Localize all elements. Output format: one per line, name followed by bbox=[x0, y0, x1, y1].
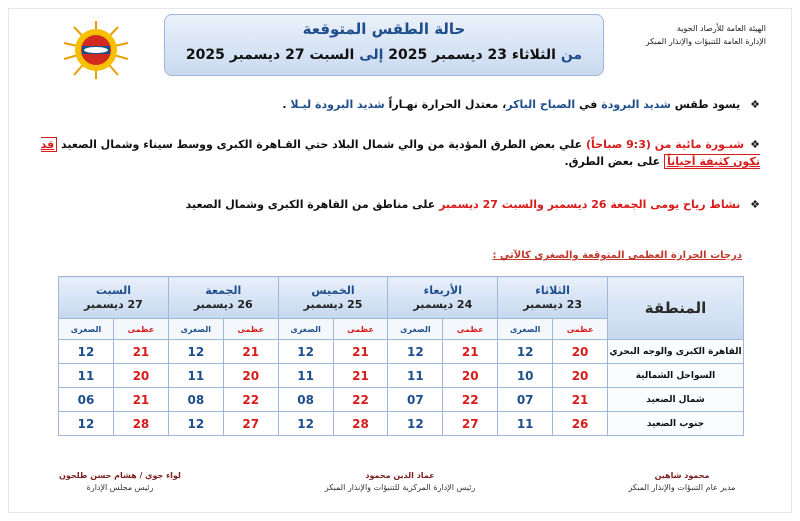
min-temp: 12 bbox=[59, 340, 114, 364]
org-name: الهيئة العامة للأرصاد الجوية bbox=[677, 24, 766, 33]
meteorology-logo-icon bbox=[60, 19, 132, 81]
day-header-1 bbox=[388, 277, 498, 319]
day-header-4 bbox=[59, 277, 169, 319]
max-temp: 21 bbox=[113, 340, 168, 364]
max-temp: 20 bbox=[443, 364, 498, 388]
table-title: درجات الحرارة العظمى المتوقعة والصغرى كالآتي : bbox=[492, 250, 742, 261]
period-to-word: إلى bbox=[359, 47, 384, 63]
signature-2 bbox=[290, 470, 510, 494]
bullet-highlight: شديد البرودة bbox=[315, 98, 385, 111]
max-label: عظمى bbox=[553, 319, 608, 340]
min-temp: 12 bbox=[278, 340, 333, 364]
max-temp: 21 bbox=[333, 340, 388, 364]
table-header-row bbox=[59, 277, 744, 319]
org-department: الإدارة العامة للتنبؤات والإنذار المبكر bbox=[645, 37, 766, 46]
region-name: القاهرة الكبرى والوجه البحري bbox=[608, 340, 744, 364]
signature-title: مدير عام التنبؤات والإنذار المبكر bbox=[628, 483, 736, 492]
day-name: الثلاثاء bbox=[535, 283, 570, 297]
signature-name: عماد الدين محمود bbox=[365, 471, 435, 480]
period-from: الثلاثاء 23 ديسمبر 2025 bbox=[388, 47, 556, 63]
page-title: حالة الطقس المتوقعة bbox=[302, 20, 466, 38]
min-temp: 08 bbox=[278, 388, 333, 412]
signature-name: محمود شاهين bbox=[654, 471, 710, 480]
min-temp: 11 bbox=[498, 412, 553, 436]
bullet-text: علي بعض الطرق المؤدية من والي شمال البلاد حتي القـاهرة الكبرى ووسط سيناء وشمال الصعيد bbox=[61, 138, 583, 151]
min-label: الصغرى bbox=[168, 319, 223, 340]
day-date: 25 ديسمبر bbox=[303, 297, 363, 311]
signature-title: رئيس مجلس الإدارة bbox=[86, 483, 154, 492]
max-temp: 21 bbox=[333, 364, 388, 388]
min-temp: 12 bbox=[388, 340, 443, 364]
max-temp: 22 bbox=[223, 388, 278, 412]
max-temp: 26 bbox=[553, 412, 608, 436]
period-to: السبت 27 ديسمبر 2025 bbox=[185, 47, 355, 63]
max-label: عظمى bbox=[223, 319, 278, 340]
max-label: عظمى bbox=[443, 319, 498, 340]
min-label: الصغرى bbox=[388, 319, 443, 340]
day-header-3 bbox=[168, 277, 278, 319]
day-date: 26 ديسمبر bbox=[193, 297, 253, 311]
bullet-highlight: ليـلا bbox=[290, 98, 312, 111]
signature-title: رئيس الإدارة المركزية للتنبؤات والإنذار المبكر bbox=[324, 483, 476, 492]
min-temp: 11 bbox=[59, 364, 114, 388]
day-name: السبت bbox=[95, 283, 132, 297]
bullet-text: يسود طقس bbox=[674, 98, 741, 111]
region-name: السواحل الشمالية bbox=[608, 364, 744, 388]
max-temp: 27 bbox=[223, 412, 278, 436]
bullet-diamond-icon: ❖ bbox=[750, 138, 760, 151]
table-row bbox=[59, 340, 744, 364]
bullet-highlight: شديد البرودة bbox=[601, 98, 671, 111]
bullet-temperature bbox=[40, 96, 760, 113]
table-row bbox=[59, 412, 744, 436]
day-date: 24 ديسمبر bbox=[413, 297, 473, 311]
temperature-table bbox=[58, 276, 744, 436]
max-temp: 21 bbox=[553, 388, 608, 412]
min-temp: 07 bbox=[388, 388, 443, 412]
bullet-highlight: والسبت 27 ديسمبر bbox=[439, 198, 544, 211]
bullet-highlight: نشاط رياح يومى الجمعة 26 ديسمبر bbox=[547, 198, 741, 211]
day-name: الجمعة bbox=[205, 283, 242, 297]
min-temp: 11 bbox=[168, 364, 223, 388]
signature-3 bbox=[40, 470, 200, 494]
min-label: الصغرى bbox=[498, 319, 553, 340]
bullet-fog bbox=[40, 136, 760, 170]
min-temp: 07 bbox=[498, 388, 553, 412]
bullet-text: ، معتدل الحرارة نهـاراً bbox=[388, 98, 507, 111]
bullet-text: . bbox=[282, 98, 287, 111]
day-name: الخميس bbox=[311, 283, 355, 297]
bullet-diamond-icon: ❖ bbox=[750, 98, 760, 111]
min-label: الصغرى bbox=[59, 319, 114, 340]
max-label: عظمى bbox=[113, 319, 168, 340]
day-date: 27 ديسمبر bbox=[84, 297, 143, 311]
min-temp: 12 bbox=[278, 412, 333, 436]
max-temp: 22 bbox=[443, 388, 498, 412]
min-temp: 12 bbox=[168, 412, 223, 436]
bullet-wind bbox=[40, 196, 760, 213]
bullet-highlight: قد تكون كثيفة أحياناً bbox=[40, 138, 760, 168]
max-temp: 22 bbox=[333, 388, 388, 412]
bullet-text: على بعض الطرق. bbox=[564, 155, 661, 168]
signature-name: لواء جوي / هشام حسن طلحون bbox=[59, 471, 181, 480]
max-temp: 20 bbox=[223, 364, 278, 388]
max-temp: 20 bbox=[553, 340, 608, 364]
max-temp: 20 bbox=[113, 364, 168, 388]
day-date: 23 ديسمبر bbox=[523, 297, 583, 311]
region-name: جنوب الصعيد bbox=[608, 412, 744, 436]
max-temp: 21 bbox=[113, 388, 168, 412]
min-temp: 11 bbox=[278, 364, 333, 388]
max-label: عظمى bbox=[333, 319, 388, 340]
period-prefix: من bbox=[560, 47, 583, 63]
bullet-text: في bbox=[579, 98, 598, 111]
table-row bbox=[59, 364, 744, 388]
table-row bbox=[59, 388, 744, 412]
min-label: الصغرى bbox=[278, 319, 333, 340]
title-box bbox=[164, 14, 604, 76]
max-temp: 27 bbox=[443, 412, 498, 436]
min-temp: 12 bbox=[498, 340, 553, 364]
day-name: الأربعاء bbox=[423, 283, 463, 297]
min-temp: 06 bbox=[59, 388, 114, 412]
bullet-text: على مناطق من القاهرة الكبرى وشمال الصعيد bbox=[185, 198, 436, 211]
min-temp: 12 bbox=[168, 340, 223, 364]
signature-1 bbox=[592, 470, 772, 494]
max-temp: 28 bbox=[333, 412, 388, 436]
max-temp: 21 bbox=[223, 340, 278, 364]
min-temp: 12 bbox=[59, 412, 114, 436]
min-temp: 10 bbox=[498, 364, 553, 388]
min-temp: 08 bbox=[168, 388, 223, 412]
min-temp: 11 bbox=[388, 364, 443, 388]
bullet-highlight: شبـورة مائية من (9:3 صباحاً) bbox=[585, 138, 745, 151]
region-header: المنطقة bbox=[608, 277, 744, 340]
day-header-2 bbox=[278, 277, 388, 319]
bullet-diamond-icon: ❖ bbox=[750, 198, 760, 211]
day-header-0 bbox=[498, 277, 608, 319]
max-temp: 20 bbox=[553, 364, 608, 388]
region-name: شمال الصعيد bbox=[608, 388, 744, 412]
min-temp: 12 bbox=[388, 412, 443, 436]
max-temp: 21 bbox=[443, 340, 498, 364]
bullet-highlight: الصباح الباكر bbox=[506, 98, 576, 111]
max-temp: 28 bbox=[113, 412, 168, 436]
forecast-period bbox=[165, 45, 603, 65]
